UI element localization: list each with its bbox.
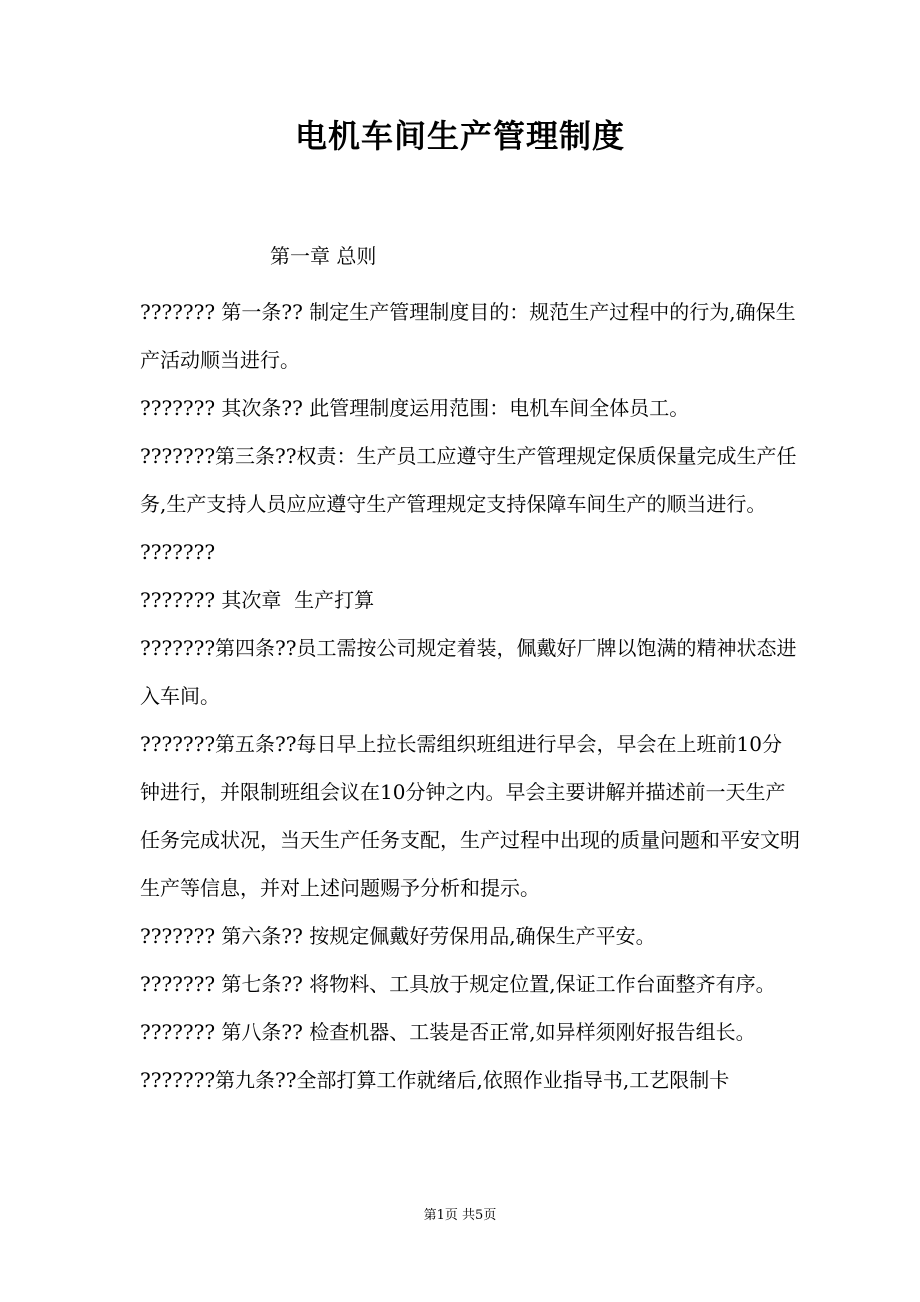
document-body — [140, 288, 800, 1104]
paragraph: ??????? — [140, 540, 216, 564]
chapter-heading: 第一章 总则 — [270, 244, 377, 268]
paragraph: ???????第九条??全部打算工作就绪后,依照作业指导书,工艺限制卡 — [140, 1068, 730, 1092]
paragraph: ??????? 第六条?? 按规定佩戴好劳保用品,确保生产平安。 — [140, 924, 656, 948]
paragraph: ??????? 第八条?? 检查机器、工装是否正常,如异样须刚好报告组长。 — [140, 1020, 756, 1044]
paragraph: ???????第三条??权责：生产员工应遵守生产管理规定保质保量完成生产任务,生产支持人员应应遵守生产管理规定支持保障车间生产的顺当进行。 — [140, 444, 797, 516]
document-title: 电机车间生产管理制度 — [294, 117, 625, 155]
paragraph: ??????? 第一条?? 制定生产管理制度目的：规范生产过程中的行为,确保生产活动顺当进行。 — [140, 300, 796, 372]
page-footer: 第1页 共5页 — [423, 1208, 497, 1223]
paragraph: ???????第四条??员工需按公司规定着装，佩戴好厂牌以饱满的精神状态进入车间。 — [140, 636, 797, 708]
paragraph: ??????? 其次条?? 此管理制度运用范围：电机车间全体员工。 — [140, 396, 690, 420]
paragraph: ???????第五条??每日早上拉长需组织班组进行早会，早会在上班前10分钟进行，并限制班组会议在10分钟之内。早会主要讲解并描述前一天生产任务完成状况，当天生产任务支配，生产过程中出现的质量问题和平安文明生产等信息，并对上述问题赐予分析和提示。 — [140, 732, 800, 900]
chapter-heading-line: ??????? 其次章 生产打算 — [140, 588, 375, 612]
paragraph: ??????? 第七条?? 将物料、工具放于规定位置,保证工作台面整齐有序。 — [140, 972, 776, 996]
